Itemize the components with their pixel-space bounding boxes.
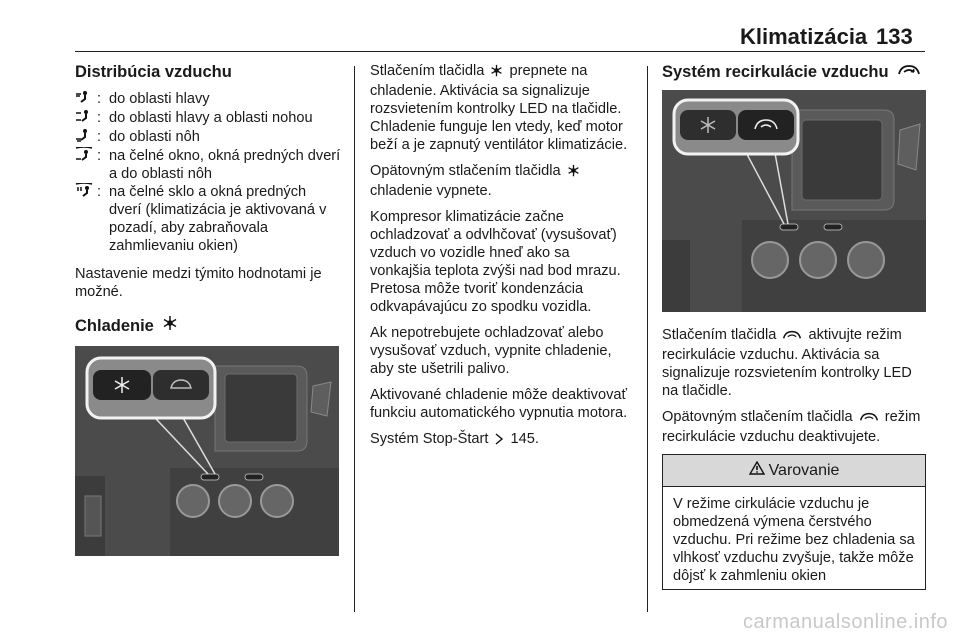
- foot-vent-icon: [75, 128, 97, 147]
- list-item-text: do oblasti hlavy: [109, 91, 210, 107]
- windscreen-foot-icon: [75, 147, 97, 166]
- body-paragraph: Opätovným stlačením tlačidla chladenie vypnete.: [370, 162, 634, 200]
- list-item: : na čelné sklo a okná predných dverí (klimatizácia je aktivovaná v pozadí, aby zabraňovala zahmlievaniu okien): [75, 183, 341, 255]
- body-paragraph: Kompresor klimatizácie začne ochladzovať a odvlhčovať (vysušovať) vzduch vo vozidle hneď ako sa vonkajšia teplota zvýši nad bod mrazu. Pretosa môže tvoriť kondenzácia odkvapávajúcu zo spodku vozidla.: [370, 209, 621, 315]
- list-item-text: do oblasti hlavy a oblasti nohou: [109, 110, 313, 126]
- recirculation-icon: [897, 62, 921, 82]
- snowflake-icon: [567, 164, 580, 182]
- body-paragraph: Opätovným stlačením tlačidla režim recirkulácie vzduchu deaktivujete.: [662, 409, 921, 445]
- page-reference-link[interactable]: 145.: [510, 431, 539, 447]
- windscreen-icon: [75, 183, 97, 202]
- air-distribution-heading: Distribúcia vzduchu: [75, 63, 232, 81]
- list-item-text: na čelné okno, okná predných dverí a do oblasti nôh: [109, 148, 341, 182]
- page-reference-arrow-icon: [494, 432, 504, 450]
- cooling-button-illustration: [75, 346, 339, 556]
- list-item: : do oblasti hlavy a oblasti nohou: [75, 109, 341, 128]
- air-distribution-list: [75, 90, 341, 255]
- head-foot-vent-icon: [75, 109, 97, 128]
- body-paragraph: Systém Stop-Štart 145.: [370, 430, 634, 450]
- warning-text: V režime cirkulácie vzduchu je obmedzená výmena čerstvého vzduchu. Pri režime bez chladenia sa vlhkosť vzduchu zvyšuje, takže môže dôjsť k zahmleniu okien: [673, 496, 915, 584]
- cooling-heading: Chladenie: [75, 315, 341, 336]
- warning-header: [663, 455, 925, 487]
- list-item-text: do oblasti nôh: [109, 129, 200, 145]
- list-item-text: na čelné sklo a okná predných dverí (klimatizácia je aktivovaná v pozadí, aby zabraňovala zahmlievaniu okien): [109, 184, 327, 254]
- left-column: [75, 62, 341, 570]
- list-item: : do oblasti nôh: [75, 128, 341, 147]
- warning-box: [662, 454, 926, 590]
- list-item: : do oblasti hlavy: [75, 90, 341, 109]
- header-rule: [75, 51, 925, 52]
- recirculation-heading: Systém recirkulácie vzduchu: [662, 62, 926, 82]
- body-paragraph: Stlačením tlačidla prepnete na chladenie. Aktivácia sa signalizuje rozsvietením kontrolky LED na tlačidle. Chladenie funguje len vtedy, keď motor beží a je zapnutý ventilátor klimatizácie.: [370, 63, 628, 153]
- body-paragraph: Ak nepotrebujete ochladzovať alebo vysušovať vzduch, vypnite chladenie, aby ste ušetrili palivo.: [370, 325, 612, 377]
- warning-triangle-icon: [749, 461, 765, 480]
- snowflake-icon: [490, 64, 503, 82]
- list-item: : na čelné okno, okná predných dverí a do oblasti nôh: [75, 147, 341, 183]
- header-title: Klimatizácia: [740, 24, 868, 49]
- watermark: carmanualsonline.info: [742, 611, 948, 633]
- middle-column: [370, 62, 634, 458]
- body-paragraph: Aktivované chladenie môže deaktivovať funkciu automatického vypnutia motora.: [370, 387, 628, 421]
- body-paragraph: Nastavenie medzi týmito hodnotami je možné.: [75, 266, 322, 300]
- body-paragraph: Stlačením tlačidla aktivujte režim recirkulácie vzduchu. Aktivácia sa signalizuje rozsvietením kontrolky LED na tlačidle.: [662, 327, 912, 399]
- snowflake-icon: [162, 315, 178, 336]
- column-divider-right: [647, 66, 648, 612]
- warning-title: Varovanie: [768, 461, 840, 479]
- head-vent-icon: [75, 90, 97, 109]
- recirculation-icon: [859, 410, 879, 428]
- page-number: 133: [876, 24, 913, 49]
- right-column: [662, 62, 926, 590]
- column-divider-left: [354, 66, 355, 612]
- recirculation-button-illustration: [662, 90, 926, 312]
- recirculation-icon: [782, 328, 802, 346]
